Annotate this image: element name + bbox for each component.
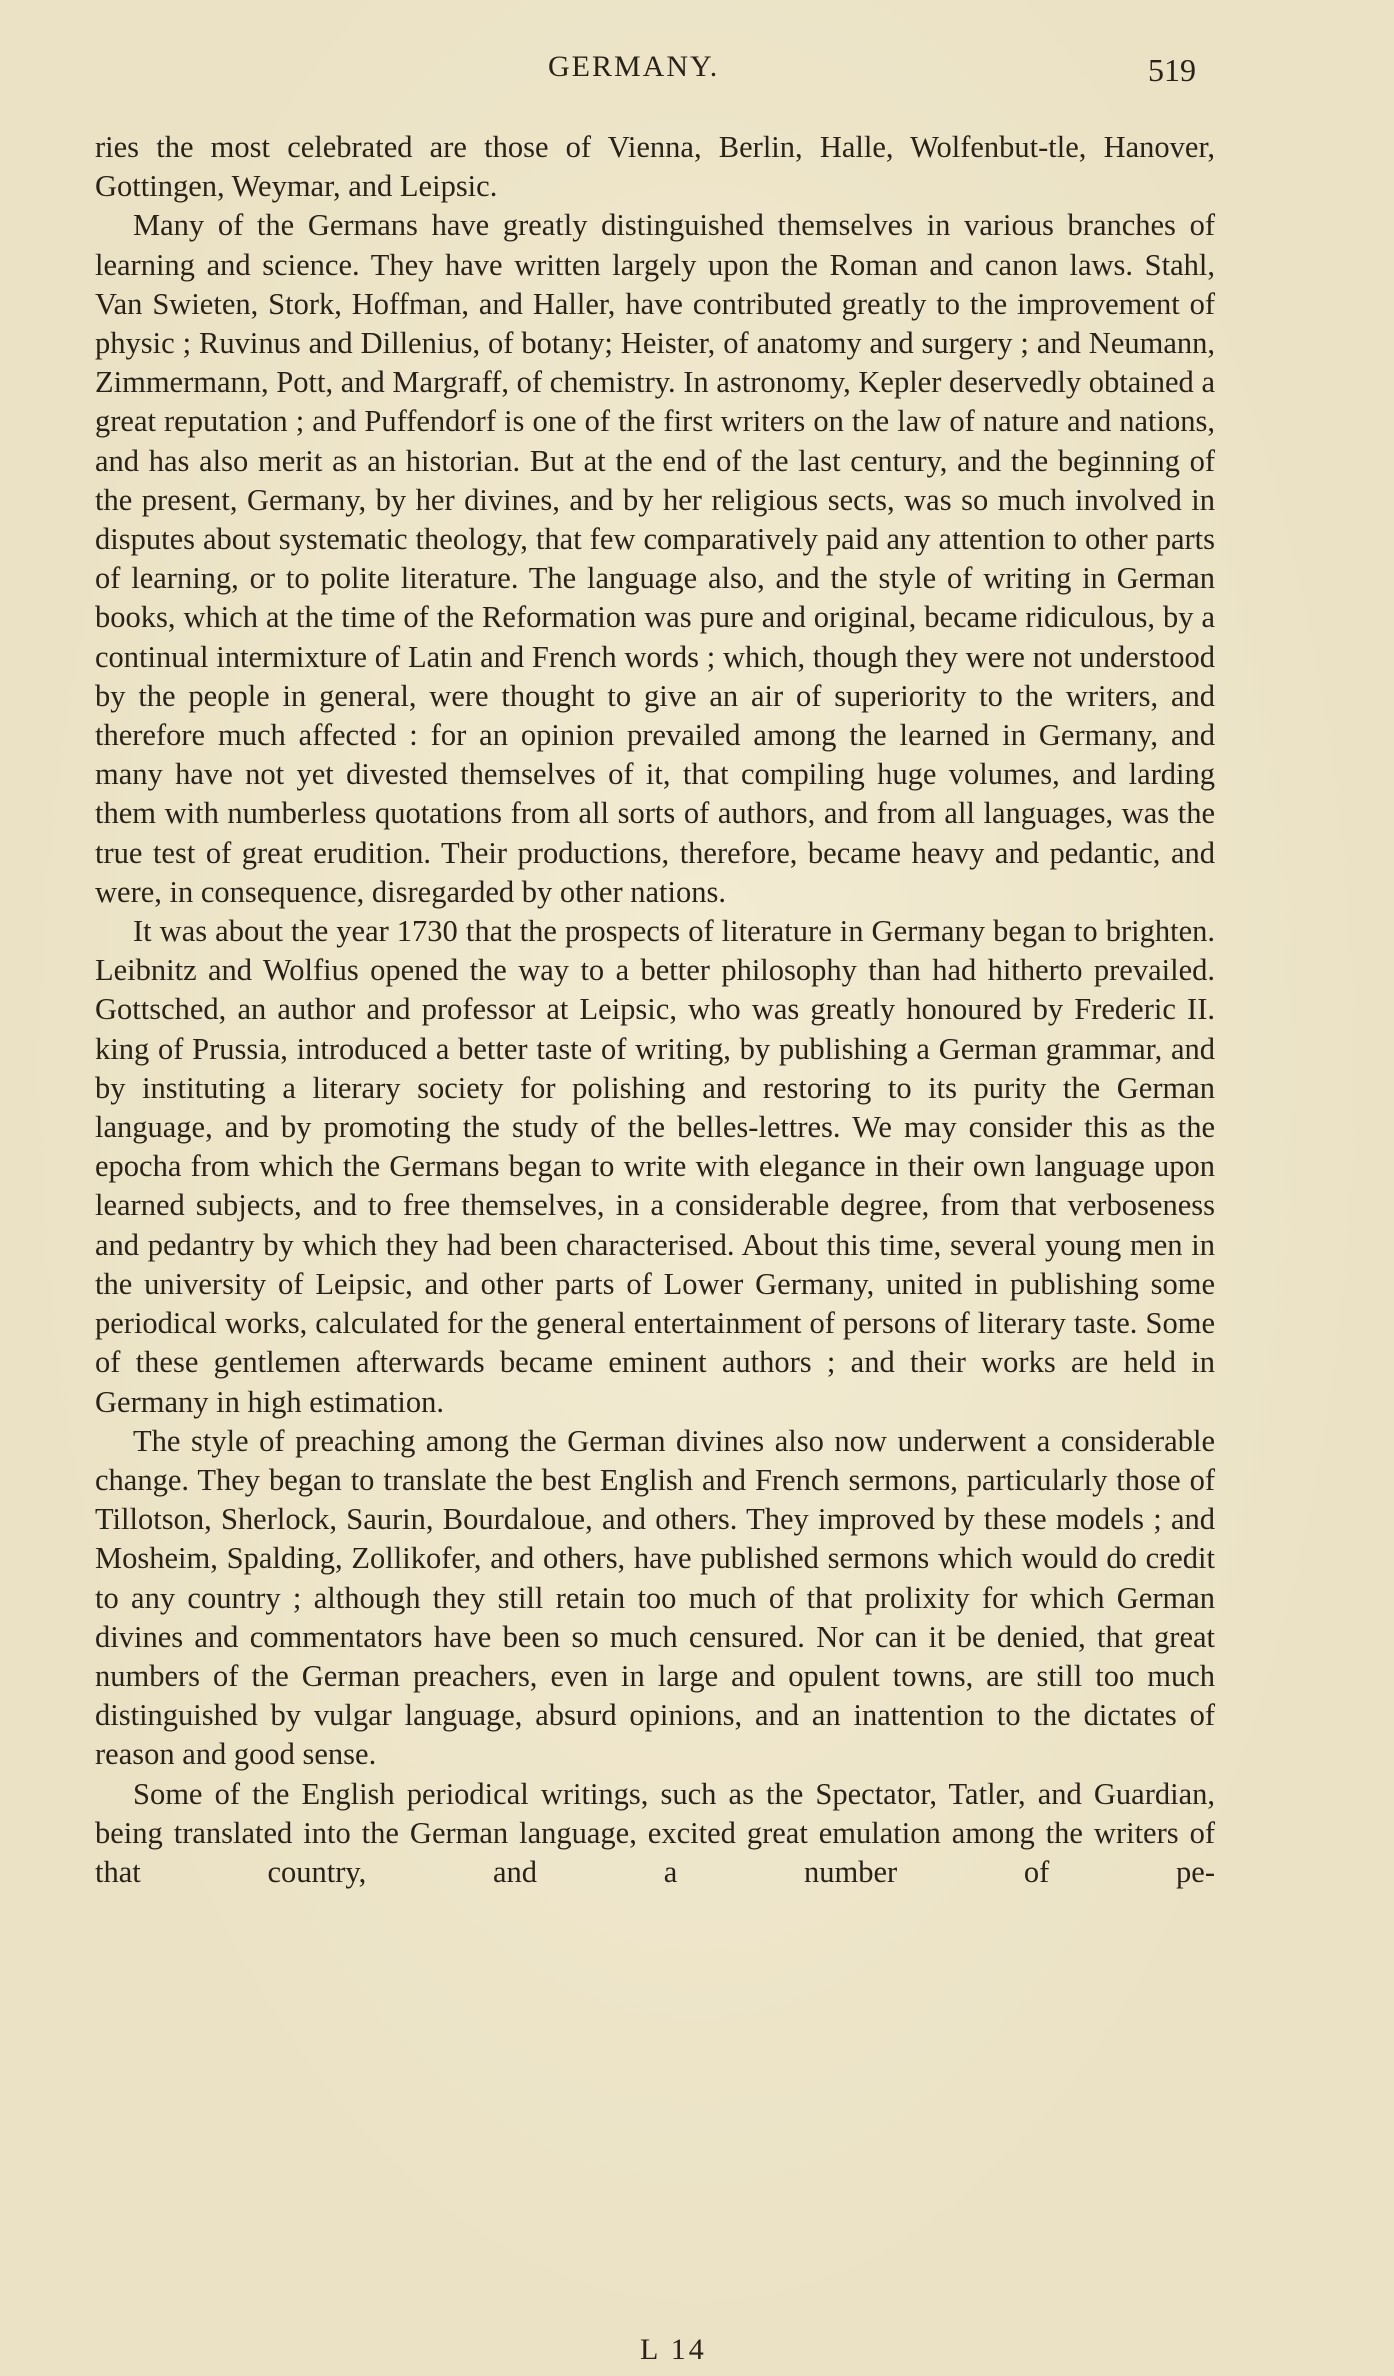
paragraph-preaching: The style of preaching among the German divines also now underwent a considerable change. They began to translate the best English and French sermons, particularly those of Tillotson, Sherlock, Saurin, Bourdaloue, and others. They improved by these models ; and Mosheim, Spalding, Zollikofer, and others, have published sermons which would do credit to any country ; although they still retain too much of that prolixity for which German divines and commentators have been so much censured. Nor can it be denied, that great numbers of the German preachers, even in large and opulent towns, are still too much distinguished by vulgar language, absurd opinions, and an inattention to the dictates of reason and good sense.: [95, 1423, 1215, 1772]
running-title: GERMANY.: [548, 50, 720, 83]
body-text: [95, 128, 1215, 1892]
signature-mark: L 14: [640, 2333, 707, 2366]
paragraph-learning: Many of the Germans have greatly distinguished themselves in various branches of learning and science. They have written largely upon the Roman and canon laws. Stahl, Van Swieten, Stork, Hoffman, and Haller, have contributed greatly to the improvement of physic ; Ruvinus and Dillenius, of botany; Heister, of anatomy and surgery ; and Neumann, Zimmermann, Pott, and Margraff, of chemistry. In astronomy, Kepler deservedly obtained a great reputation ; and Puffendorf is one of the first writers on the law of nature and nations, and has also merit as an historian. But at the end of the last century, and the beginning of the present, Germany, by her divines, and by her religious sects, was so much involved in disputes about systematic theology, that few comparatively paid any attention to other parts of learning, or to polite literature. The language also, and the style of writing in German books, which at the time of the Reformation was pure and original, became ridiculous, by a continual intermixture of Latin and French words ; which, though they were not understood by the people in general, were thought to give an air of superiority to the writers, and therefore much affected : for an opinion prevailed among the learned in Germany, and many have not yet divested themselves of it, that compiling huge volumes, and larding them with numberless quotations from all sorts of authors, and from all languages, was the true test of great erudition. Their productions, therefore, became heavy and pedantic, and were, in consequence, disregarded by other nations.: [95, 208, 1215, 909]
paragraph-periodicals: Some of the English periodical writings, such as the Spectator, Tatler, and Guardian, being translated into the German language, excited great emulation among the writers of that country, and a number of pe-: [95, 1776, 1215, 1889]
paragraph-continuation: ries the most celebrated are those of Vienna, Berlin, Halle, Wolfenbut-tle, Hanover, Gottingen, Weymar, and Leipsic.: [95, 130, 1215, 204]
paragraph-literature-1730: It was about the year 1730 that the prospects of literature in Germany began to brighten. Leibnitz and Wolfius opened the way to a better philosophy than had hitherto prevailed. Gottsched, an author and professor at Leipsic, who was greatly honoured by Frederic II. king of Prussia, introduced a better taste of writing, by publishing a German grammar, and by instituting a literary society for polishing and restoring to its purity the German language, and by promoting the study of the belles-lettres. We may consider this as the epocha from which the Germans began to write with elegance in their own language upon learned subjects, and to free themselves, in a considerable degree, from that verboseness and pedantry by which they had been characterised. About this time, several young men in the university of Leipsic, and other parts of Lower Germany, united in publishing some periodical works, calculated for the general entertainment of persons of literary taste. Some of these gentlemen afterwards became eminent authors ; and their works are held in Germany in high estimation.: [95, 914, 1215, 1419]
page-number: 519: [1148, 52, 1196, 88]
page-header: [0, 50, 1394, 100]
